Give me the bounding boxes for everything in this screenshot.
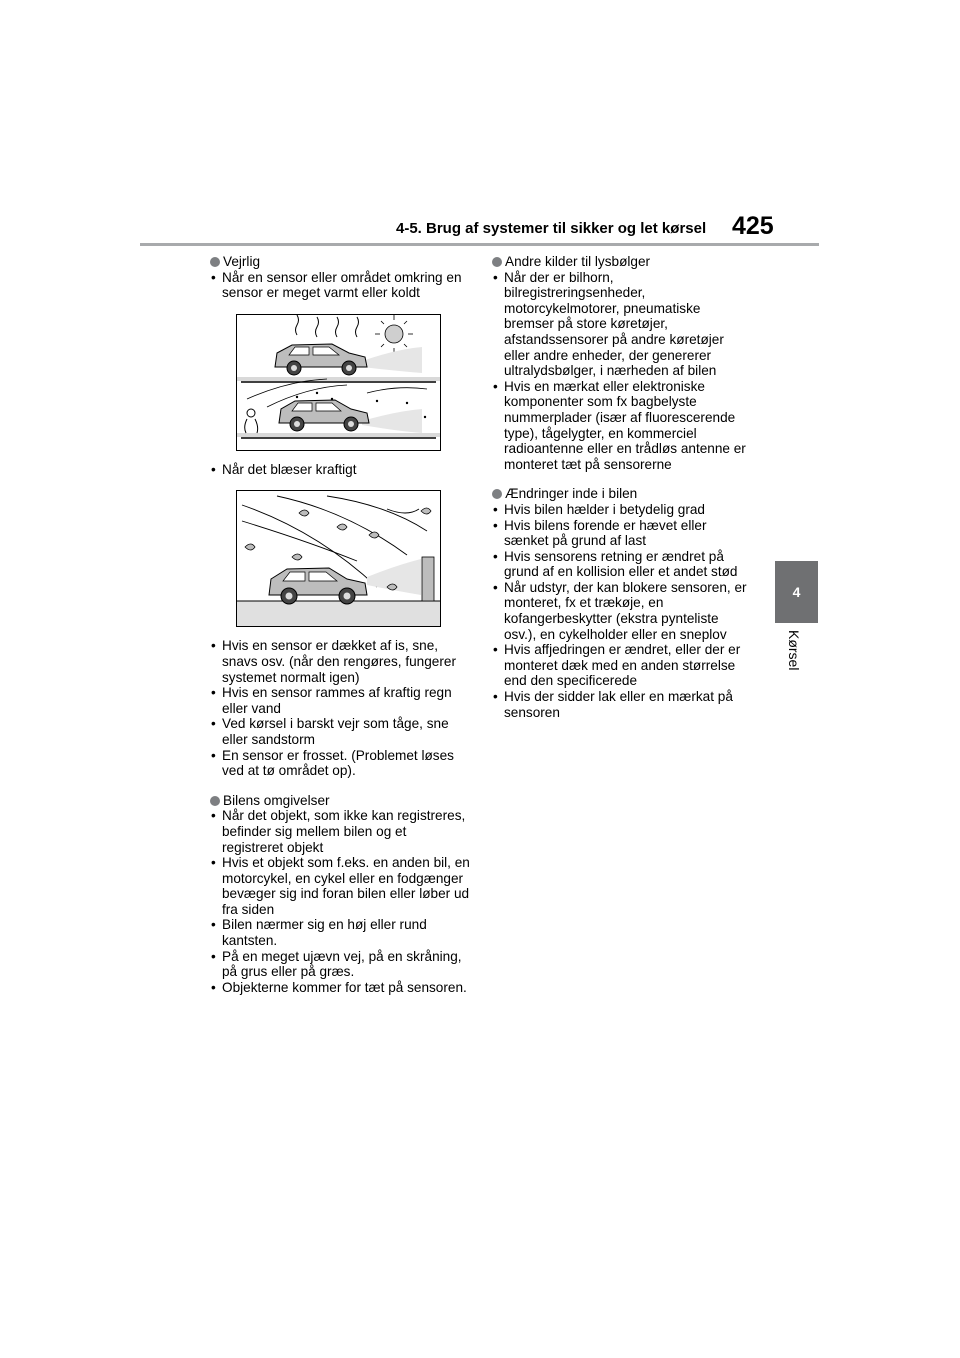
car-icon	[275, 344, 367, 375]
bullet-list	[210, 638, 470, 778]
list-item: • Hvis en sensor er dækket af is, sne, snavs osv. (når den rengøres, fungerer systemet normalt igen)	[210, 638, 470, 685]
list-item: • Objekterne kommer for tæt på sensoren.	[210, 980, 470, 996]
list-item: • Ved kørsel i barskt vejr som tåge, sne eller sandstorm	[210, 716, 470, 747]
list-item: • Hvis en mærkat eller elektroniske komponenter som fx bagbelyste nummerplader (især af fluorescerende type), tågelygter, en kommerciel radioantenne eller en trådløs antenne er monteret tæt på sensorerne	[492, 379, 752, 473]
list-item: • Når det blæser kraftigt	[210, 462, 470, 478]
left-column	[210, 254, 470, 1003]
section-title: 4-5. Brug af systemer til sikker og let kørsel	[396, 220, 707, 237]
strong-wind-illustration	[236, 490, 441, 627]
ground	[237, 601, 440, 626]
strong-wind-drawing	[237, 491, 440, 626]
bullet-dot-icon	[210, 257, 220, 267]
chapter-label: Kørsel	[786, 630, 802, 671]
list-item: • Når en sensor eller området omkring en sensor er meget varmt eller koldt	[210, 270, 470, 301]
list-item: • På en meget ujævn vej, på en skråning, på grus eller på græs.	[210, 949, 470, 980]
bullet-dot-icon	[210, 796, 220, 806]
wall	[422, 557, 434, 601]
section-heading: Vejrlig	[223, 254, 261, 269]
sun-icon	[375, 315, 413, 353]
list-item: • Hvis et objekt som f.eks. en anden bil, en motorcykel, en cykel eller en fodgænger bevæger sig ind foran bilen eller løber ud fra siden	[210, 855, 470, 917]
weather-temperature-illustration	[236, 314, 441, 451]
section-heading: Bilens omgivelser	[223, 792, 330, 808]
list-item: • Når det objekt, som ikke kan registreres, befinder sig mellem bilen og et registreret objekt	[210, 808, 470, 855]
bullet-list	[210, 462, 470, 478]
chapter-number: 4	[792, 584, 801, 600]
bullet-list	[210, 808, 470, 995]
section-other-sources	[492, 254, 752, 472]
car-icon	[269, 568, 367, 604]
list-item: • Hvis sensorens retning er ændret på grund af en kollision eller et andet stød	[492, 549, 752, 580]
list-item: • Hvis bilen hælder i betydelig grad	[492, 502, 752, 518]
car-icon	[279, 400, 369, 431]
section-heading: Ændringer inde i bilen	[505, 486, 638, 502]
section-heading-row	[210, 254, 470, 270]
bullet-list	[210, 270, 470, 301]
weather-temperature-drawing	[237, 315, 440, 450]
sensor-beam	[362, 347, 422, 373]
bullet-dot-icon	[492, 489, 502, 499]
section-heading: Andre kilder til lysbølger	[505, 254, 651, 269]
list-item: • Når der er bilhorn, bilregistreringsenheder, motorcykelmotorer, pneumatiske bremser på store køretøjer, afstandssensorer på andre køretøjer eller andre enheder, der genererer ultralydsbølger, i nærheden af bilen	[492, 270, 752, 379]
section-inside-changes	[492, 486, 752, 720]
bullet-list	[492, 270, 752, 473]
chapter-tab	[775, 561, 818, 623]
bullet-dot-icon	[492, 257, 502, 267]
list-item: • Når udstyr, der kan blokere sensoren, er monteret, fx et trækøje, en kofangerbeskytter (ekstra pynteliste osv.), en cykelholder eller en sneplov	[492, 580, 752, 642]
list-item: • Hvis bilens forende er hævet eller sænket på grund af last	[492, 518, 752, 549]
road-stripe	[237, 433, 440, 437]
section-heading-row	[210, 793, 470, 809]
list-item: • Hvis affjedringen er ændret, eller der er monteret dæk med en anden størrelse end den specificerede	[492, 642, 752, 689]
right-column	[492, 254, 752, 728]
section-weather	[210, 254, 470, 779]
section-heading-row	[492, 254, 752, 270]
list-item: • En sensor er frosset. (Problemet løses ved at tø området op).	[210, 748, 470, 779]
page-number: 425	[732, 212, 774, 240]
section-surroundings	[210, 793, 470, 996]
section-heading-row	[492, 486, 752, 502]
list-item: • Hvis en sensor rammes af kraftig regn eller vand	[210, 685, 470, 716]
person-icon	[245, 409, 258, 433]
road-stripe	[237, 377, 440, 381]
sensor-beam	[362, 409, 422, 433]
list-item: • Bilen nærmer sig en høj eller rund kantsten.	[210, 917, 470, 948]
bullet-list	[492, 502, 752, 720]
list-item: • Hvis der sidder lak eller en mærkat på sensoren	[492, 689, 752, 720]
heat-waves	[296, 315, 359, 337]
header-divider	[140, 243, 819, 246]
